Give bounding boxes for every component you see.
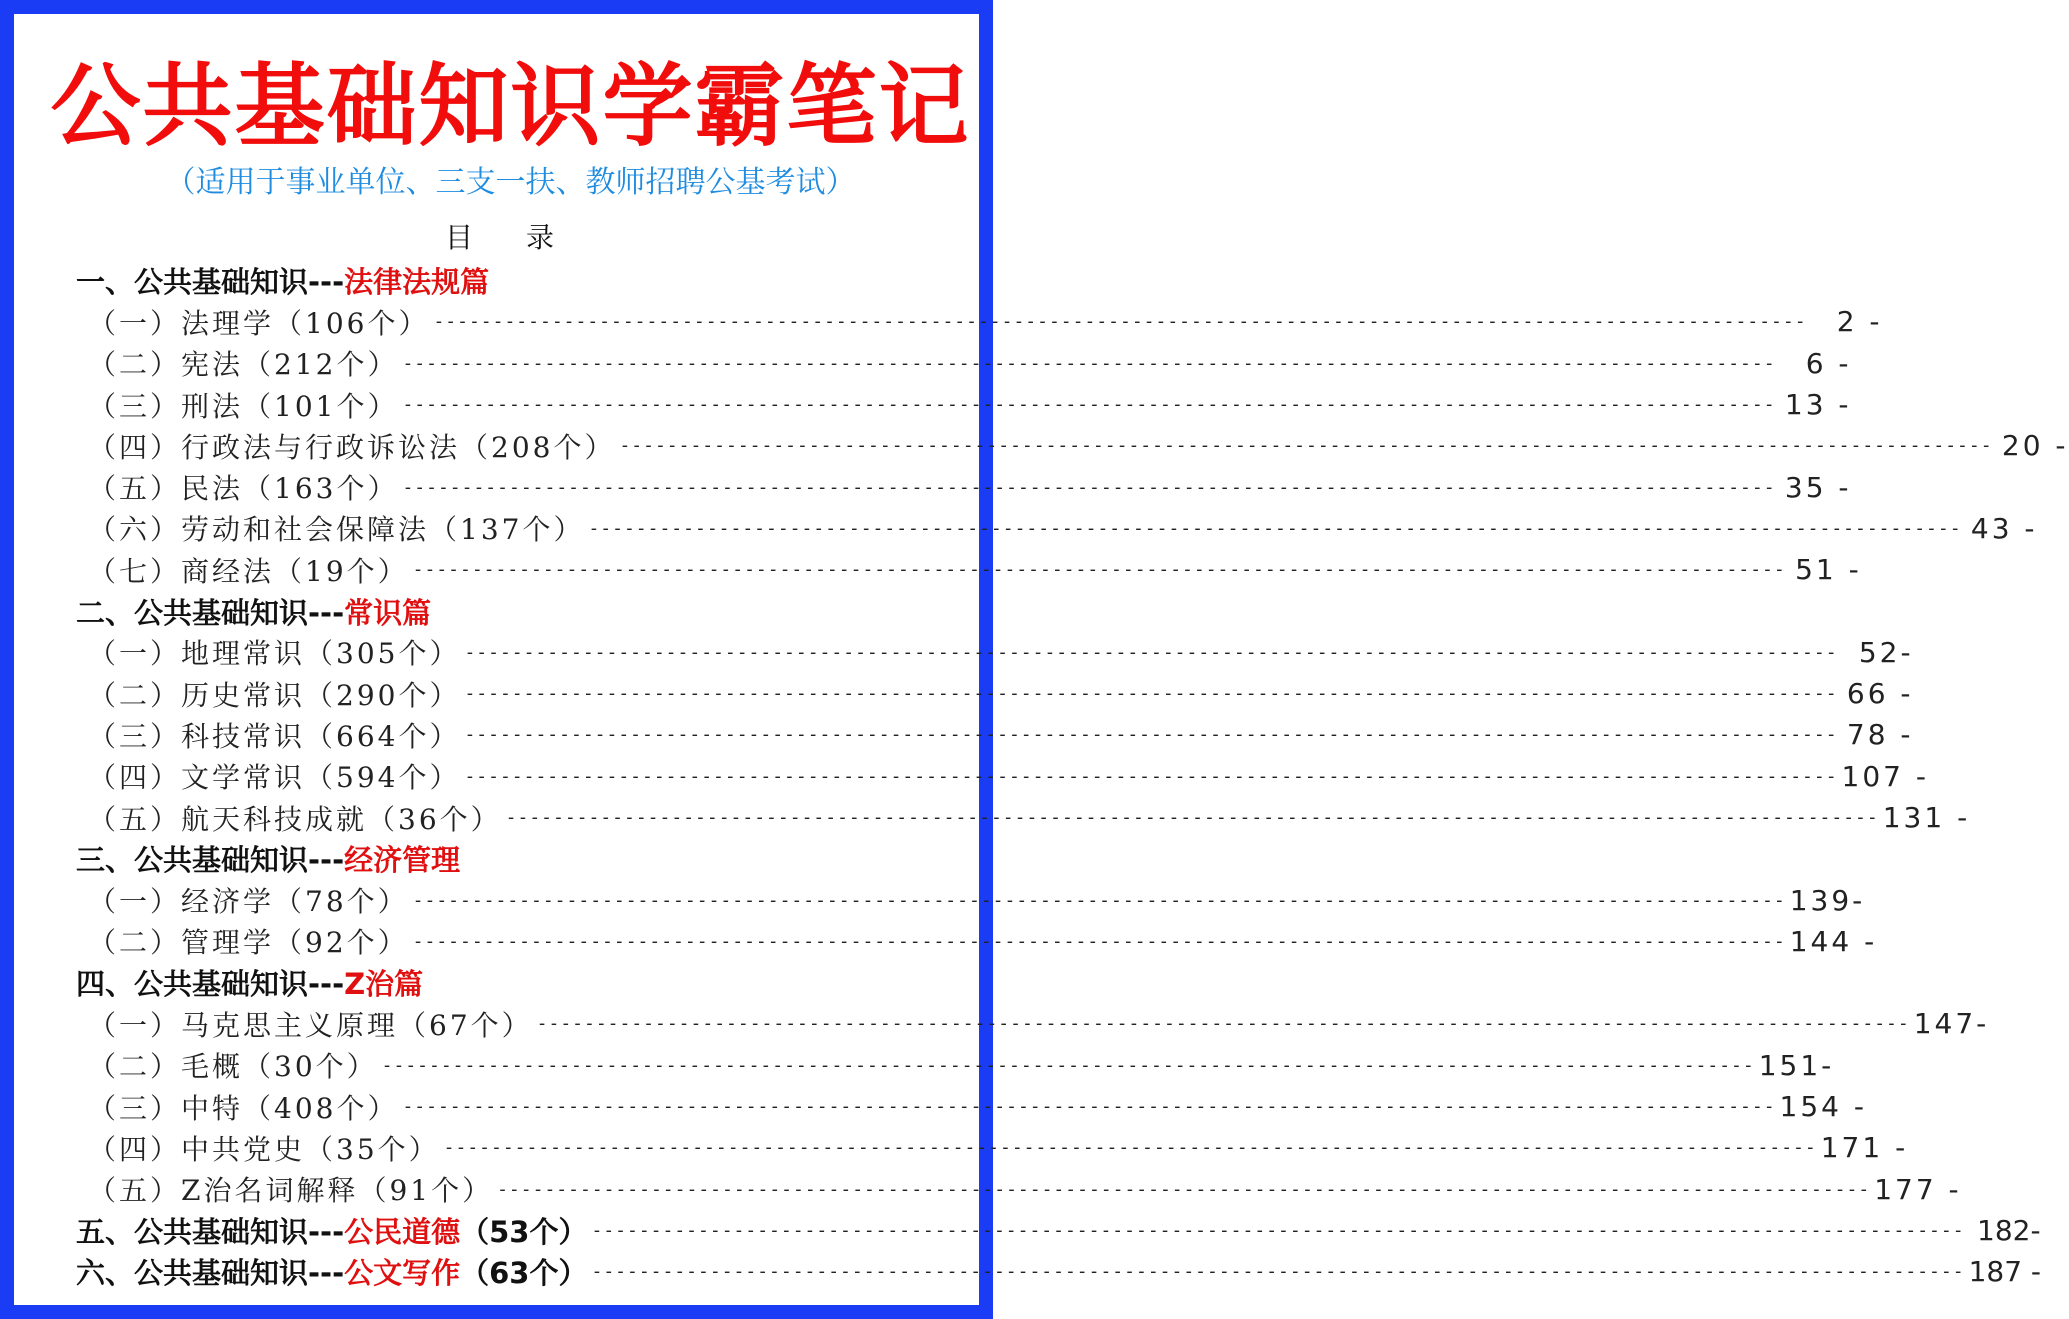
toc-section-row [76,962,946,1003]
toc-item-label: （三）科技常识（664个） [88,719,461,753]
dot-leader: -------------------------------------------------------------------------------------------------------------------- [464,641,1838,663]
toc-item-row [76,921,1878,962]
toc-item-row [76,425,2069,466]
toc-item-label: （一）经济学（78个） [88,885,409,919]
toc-item-row [76,466,1852,507]
page-number: 78 - [1846,718,1914,752]
dot-leader: -------------------------------------------------------------------------------------------------------------------- [588,517,1962,539]
dot-leader: -------------------------------------------------------------------------------------------------------------------- [412,930,1786,952]
toc-section-row [76,838,946,879]
toc-item-label: （七）商经法（19个） [88,554,409,588]
toc-item-row [76,1003,1990,1044]
toc-item-label: （五）航天科技成就（36个） [88,802,502,836]
section-title-highlight: Z治篇 [344,967,424,1002]
dot-leader: -------------------------------------------------------------------------------------------------------------------- [402,352,1776,374]
page-number: 51 - [1795,553,1862,587]
page-subtitle: （适用于事业单位、三支一扶、教师招聘公基考试） [165,165,856,200]
dot-leader: -------------------------------------------------------------------------------------------------------------------- [591,1261,1965,1283]
table-of-contents [76,260,2069,1292]
section-count: （53个） [460,1214,588,1249]
page-number: 107 - [1841,759,1929,793]
dot-leader: -------------------------------------------------------------------------------------------------------------------- [412,559,1786,581]
toc-section-row [76,260,946,301]
page-number: 154 - [1779,1090,1867,1124]
section-title-highlight: 经济管理 [344,843,461,878]
section-prefix: 一、公共基础知识--- [76,265,345,300]
page-number: 151- [1758,1048,1835,1082]
page-number: 13 - [1784,388,1852,422]
dot-leader: -------------------------------------------------------------------------------------------------------------------- [464,765,1838,787]
toc-item-label: （三）中特（408个） [88,1091,399,1125]
toc-item-row [76,1169,1962,1210]
section-prefix: 四、公共基础知识--- [76,967,345,1002]
toc-item-row [76,549,1862,590]
dot-leader: -------------------------------------------------------------------------------------------------------------------- [505,807,1879,828]
page-title: 公共基础知识学霸笔记 [50,54,971,159]
section-prefix: 六、公共基础知识--- [76,1256,345,1291]
toc-item-label: （二）毛概（30个） [88,1050,378,1084]
page-number: 2 - [1836,305,1883,339]
dot-leader: -------------------------------------------------------------------------------------------------------------------- [443,1137,1817,1159]
toc-item-row [76,797,1971,838]
toc-item-label: （四）文学常识（594个） [88,761,461,795]
toc-item-row [76,1127,1909,1168]
toc-item-label: （四）中共党史（35个） [88,1132,440,1166]
toc-section-row [76,590,946,631]
page-number: 43 - [1970,511,2038,545]
dot-leader: -------------------------------------------------------------------------------------------------------------------- [381,1054,1755,1076]
toc-item-label: （一）马克思主义原理（67个） [88,1008,533,1042]
dot-leader: -------------------------------------------------------------------------------------------------------------------- [591,1219,1965,1241]
section-prefix: 三、公共基础知识--- [76,843,345,878]
page-number: 187 - [1968,1255,2042,1289]
toc-item-row [76,1086,1867,1127]
toc-item-row [76,384,1852,425]
page-number: 139- [1789,883,1866,917]
section-count: （63个） [460,1256,588,1291]
toc-item-label: （二）管理学（92个） [88,926,409,960]
section-prefix: 二、公共基础知识--- [76,595,345,630]
page-number: 20 - [2001,429,2069,463]
toc-item-row [76,673,1914,714]
toc-item-row [76,756,1929,797]
dot-leader: -------------------------------------------------------------------------------------------------------------------- [497,1178,1871,1200]
toc-item-row [76,343,1852,384]
page-number: 171 - [1820,1131,1909,1165]
toc-item-label: （五）民法（163个） [88,472,399,506]
section-title-highlight: 常识篇 [344,595,432,630]
toc-item-label: （二）宪法（212个） [88,348,399,382]
dot-leader: -------------------------------------------------------------------------------------------------------------------- [402,476,1776,498]
toc-item-row [76,879,1866,920]
toc-section-row [76,1210,2041,1251]
toc-section-row [76,1251,2042,1292]
page-number: 66 - [1846,677,1914,711]
toc-item-row [76,301,1883,342]
toc-item-label: （一）地理常识（305个） [88,637,461,671]
toc-item-label: （一）法理学（106个） [88,306,430,340]
toc-item-row [76,632,1914,673]
dot-leader: -------------------------------------------------------------------------------------------------------------------- [464,724,1838,746]
dot-leader: -------------------------------------------------------------------------------------------------------------------- [433,311,1807,333]
dot-leader: -------------------------------------------------------------------------------------------------------------------- [412,889,1786,911]
toc-item-label: （二）历史常识（290个） [88,678,461,712]
toc-item-row [76,508,2038,549]
page-number: 6 - [1805,346,1852,380]
dot-leader: -------------------------------------------------------------------------------------------------------------------- [402,1096,1776,1118]
section-prefix: 五、公共基础知识--- [76,1214,345,1249]
toc-heading: 目 录 [445,221,576,254]
toc-item-label: （三）刑法（101个） [88,389,399,423]
page-number: 177 - [1874,1172,1962,1206]
dot-leader: -------------------------------------------------------------------------------------------------------------------- [619,435,1993,457]
page-number: 144 - [1789,924,1878,958]
section-title-highlight: 公文写作 [344,1256,461,1291]
page-number: 182- [1977,1213,2041,1247]
toc-item-row [76,714,1914,755]
page-number: 35 - [1784,470,1852,504]
toc-item-label: （五）Z治名词解释（91个） [88,1174,494,1208]
page-number: 131 - [1882,801,1971,834]
toc-item-label: （四）行政法与行政诉讼法（208个） [88,430,616,464]
page-number: 52- [1858,635,1914,669]
page-number: 147- [1913,1007,1990,1041]
toc-item-label: （六）劳动和社会保障法（137个） [88,513,585,547]
dot-leader: -------------------------------------------------------------------------------------------------------------------- [402,394,1776,416]
toc-item-row [76,1045,1835,1086]
dot-leader: -------------------------------------------------------------------------------------------------------------------- [464,683,1838,705]
section-title-highlight: 公民道德 [344,1214,461,1249]
section-title-highlight: 法律法规篇 [344,265,490,300]
dot-leader: -------------------------------------------------------------------------------------------------------------------- [536,1013,1910,1035]
